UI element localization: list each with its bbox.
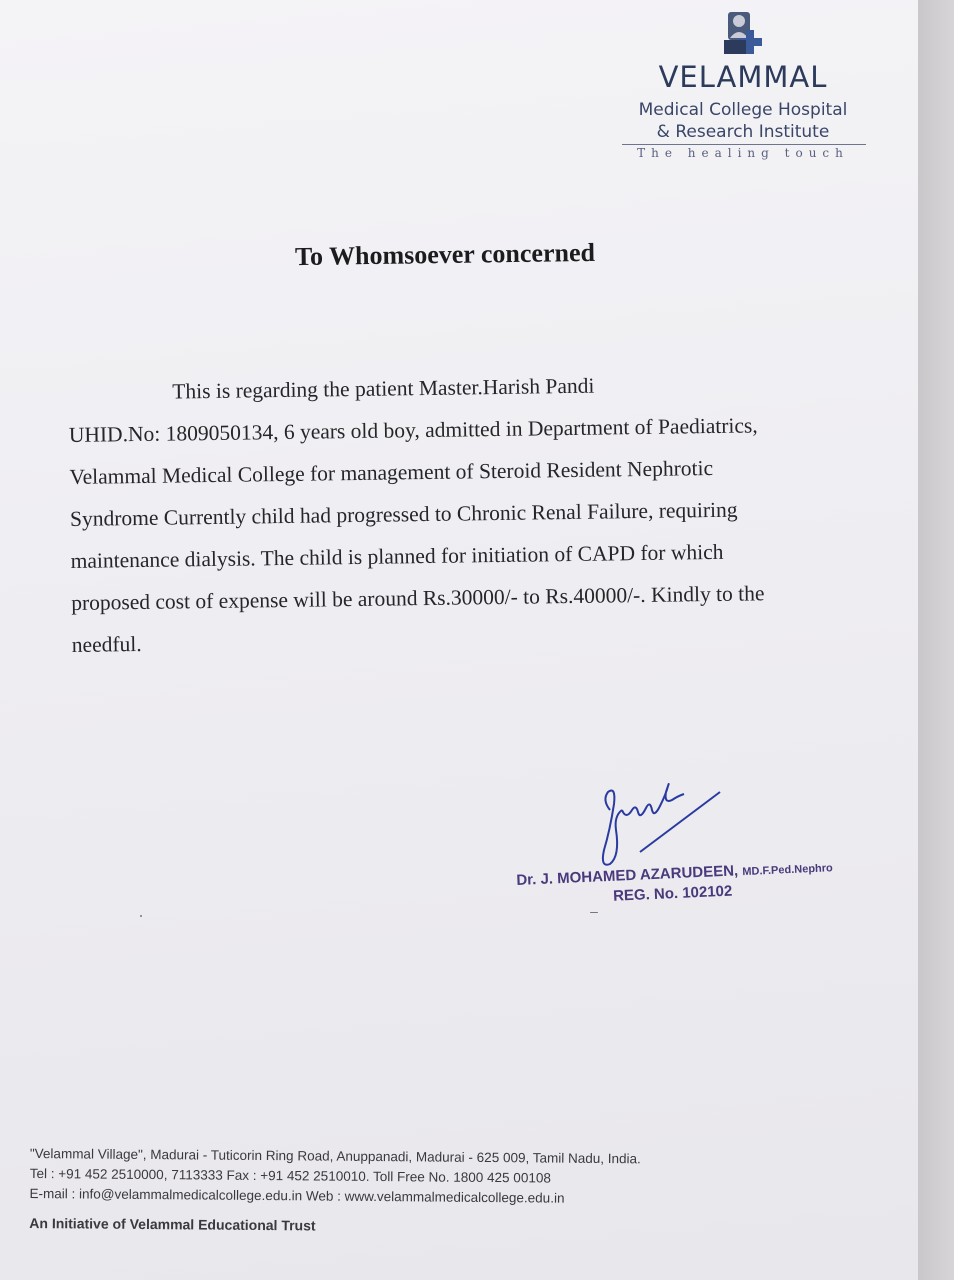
footer-phone: Tel : +91 452 2510000, 7113333 Fax : +91 452 2510010. Toll Free No. 1800 425 00108 — [29, 1165, 551, 1186]
doctor-registration: REG. No. 102102 — [612, 882, 733, 905]
logo-tagline: The healing touch — [637, 146, 849, 160]
footer-trust: An Initiative of Velammal Educational Trust — [29, 1214, 316, 1234]
body-line: This is regarding the patient Master.Harish Pandi — [172, 373, 595, 404]
logo-subtitle-line1: Medical College Hospital — [638, 100, 848, 120]
body-line: UHID.No: 1809050134, 6 years old boy, admitted in Department of Paediatrics, — [68, 413, 758, 447]
paper-speck — [140, 915, 142, 917]
paper-speck — [590, 912, 598, 913]
background-surface — [918, 0, 954, 1280]
founder-emblem-icon — [718, 10, 770, 58]
body-line: Velammal Medical College for management of Steroid Resident Nephrotic — [69, 456, 714, 489]
body-line: proposed cost of expense will be around Rs.30000/- to Rs.40000/-. Kindly to the — [71, 581, 765, 615]
letter-body — [68, 361, 842, 666]
logo-name: VELAMMAL — [658, 60, 828, 94]
letterhead-footer — [29, 1144, 690, 1239]
hospital-logo — [618, 8, 868, 158]
body-line: maintenance dialysis. The child is planned for initiation of CAPD for which — [70, 539, 724, 573]
body-line: Syndrome Currently child had progressed to Chronic Renal Failure, requiring — [69, 497, 738, 531]
letter-heading: To Whomsoever concerned — [294, 237, 596, 272]
doctor-stamp — [516, 858, 833, 908]
logo-divider — [622, 144, 866, 145]
body-line: needful. — [71, 631, 142, 657]
doctor-qualification: MD.F.Ped.Nephro — [742, 862, 833, 879]
footer-address: "Velammal Village", Madurai - Tuticorin Ring Road, Anuppanadi, Madurai - 625 009, Tamil Nadu, India. — [29, 1145, 641, 1167]
footer-contact: E-mail : info@velammalmedicalcollege.edu.in Web : www.velammalmedicalcollege.edu.in — [29, 1185, 565, 1206]
logo-subtitle-line2: & Research Institute — [656, 122, 830, 142]
doctor-name: Dr. J. MOHAMED AZARUDEEN, — [516, 862, 739, 889]
